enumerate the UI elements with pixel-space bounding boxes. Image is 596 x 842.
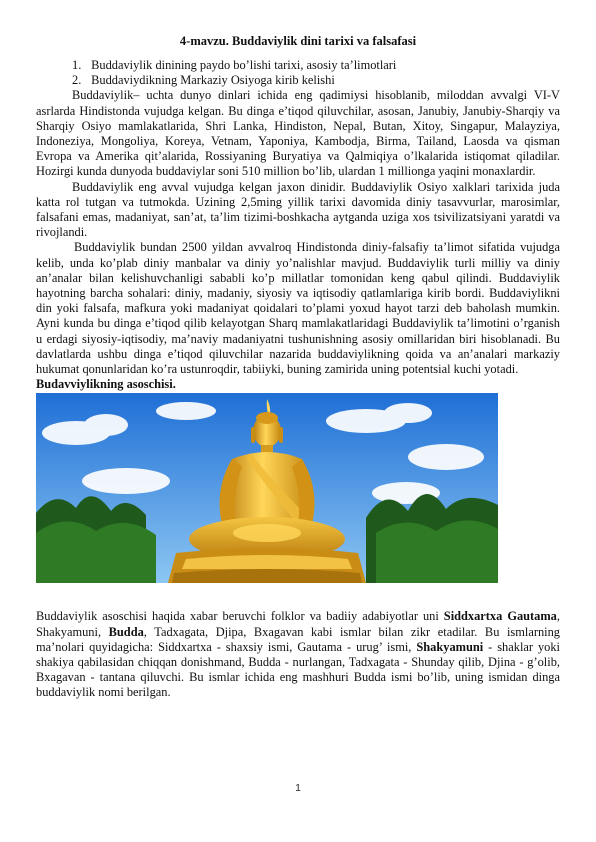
section-heading: Budavviylikning asoschisi. xyxy=(36,377,176,392)
outline-number: 2. xyxy=(72,73,82,88)
founder-name-siddxartxa-gautama: Siddxartxa Gautama xyxy=(443,609,557,624)
golden-buddha-statue-photo xyxy=(36,393,498,583)
paragraph-intro: Buddaviylik– uchta dunyo dinlari ichida eng qadimiysi hisoblanib, miloddan avvalgi VI-V asrlarda Hindistonda vujudga kelgan. Bu dinga e’tiqod qiluvchilar, asosan, Janubiy, Janubiy-Sharqiy va Sharqiy Osiyo mamlakatlarida, Shri Lanka, Hindiston, Nepal, Butan, Xitoy, Singapur, Malayziya, Indoneziya, Mongoliya, Koreya, Vetnam, Yaponiya, Kambodja, Birma, Tailand, Laosda va qisman Evropa va Amerika qit’alarida, Rossiyaning Buryatiya va Qalmiqiya o’lkalarida istiqomat qiladilar. Hozirgi kunda dunyoda buddaviylar soni 510 million bo’lib, ulardan 1 millionga yaqini monaxlardir. xyxy=(36,88,560,179)
paragraph-world-religion: Buddaviylik eng avval vujudga kelgan jaxon dinidir. Buddaviylik Osiyo xalklari tarixida juda katta rol tutgan va tutmokda. Uzining 2,5ming yillik tarixi davomida diniy tasavvurlar, marosimlar, falsafani emas, madaniyat, san’at, ta’lim tizimi-boshkacha aytganda uziga xos tsivilizatsiyani yaratdi va rivojlandi. xyxy=(36,179,560,240)
topic-outline xyxy=(36,58,560,88)
founder-name-shakyamuni: Shakyamuni xyxy=(416,639,484,654)
outline-item xyxy=(36,73,560,88)
outline-item xyxy=(36,58,560,73)
outline-text: Buddaviylik dinining paydo bo’lishi tarixi, asosiy ta’limotlari xyxy=(91,58,397,72)
page-number: 1 xyxy=(295,783,301,794)
founder-text-4: - shaklar yoki shakiya qabilasidan chiqqan donishmand, Budda - nurlangan, Tadxagata - Shunday qilib, Djina - g’olib, Bxagavan - tantana qiluvchi. Bu ismlar ichida eng mashhuri Budda ismi bo’lib, uning ismidan dinga buddaviylik nomi berilgan. xyxy=(36,639,560,700)
founder-text-3: , Tadxagata, Djipa, Bxagavan kabi ismlar bilan zikr etadilar. Bu ismlarning ma’nolari quyidagicha: Siddxartxa - shaxsiy ismi, Gautama - urug’ ismi, xyxy=(36,624,560,654)
paragraph-founder xyxy=(36,609,560,700)
founder-name-budda: Budda xyxy=(108,624,144,639)
paragraph-history: Buddaviylik bundan 2500 yildan avvalroq Hindistonda diniy-falsafiy ta’limot sifatida vujudga kelib, unda ko’plab diniy manbalar va diniy yo’nalishlar mavjud. Buddaviylik turli milliy va diniy an’analar bilan kelishuvchanligi sababli ko’p millatlar tomonidan keng qabul qilindi. Buddaviylik hayotning barcha sohalari: diniy, madaniy, siyosiy va iqtisodiy qatlamlariga kirib bordi. Buddaviylikni din yoki falsafa, mafkura yoki madaniyat qoidalari to’plami yoxud hayot tarzi deb baholash mumkin. Ayni kunda bu dinga e’tiqod qilib kelayotgan Sharq mamlakatlaridagi Buddaviylik ta’limotini o’rganish u erdagi siyosiy-iqtisodiy, ma’naviy madaniyatni tushunishning asosiy omillaridan biri hisoblanadi. Bu davlatlarda ushbu dinga e’tiqod qiluvchilar nazarida buddaviylikning qoida va an’analari markaziy hukumat qonunlaridan ko’ra ustunroqdir, tabiiyki, buning zamirida uning potentsial kuchi yotadi. xyxy=(36,240,560,377)
founder-text-2: , Shakyamuni, xyxy=(36,609,560,639)
outline-number: 1. xyxy=(72,58,82,72)
document-title: 4-mavzu. Buddaviylik dini tarixi va falsafasi xyxy=(179,34,417,48)
document-page xyxy=(36,34,560,701)
outline-text: Buddaviydikning Markaziy Osiyoga kirib kelishi xyxy=(91,73,335,88)
founder-text-1: Buddaviylik asoschisi haqida xabar beruvchi folklor va badiiy adabiyotlar uni xyxy=(36,609,444,624)
